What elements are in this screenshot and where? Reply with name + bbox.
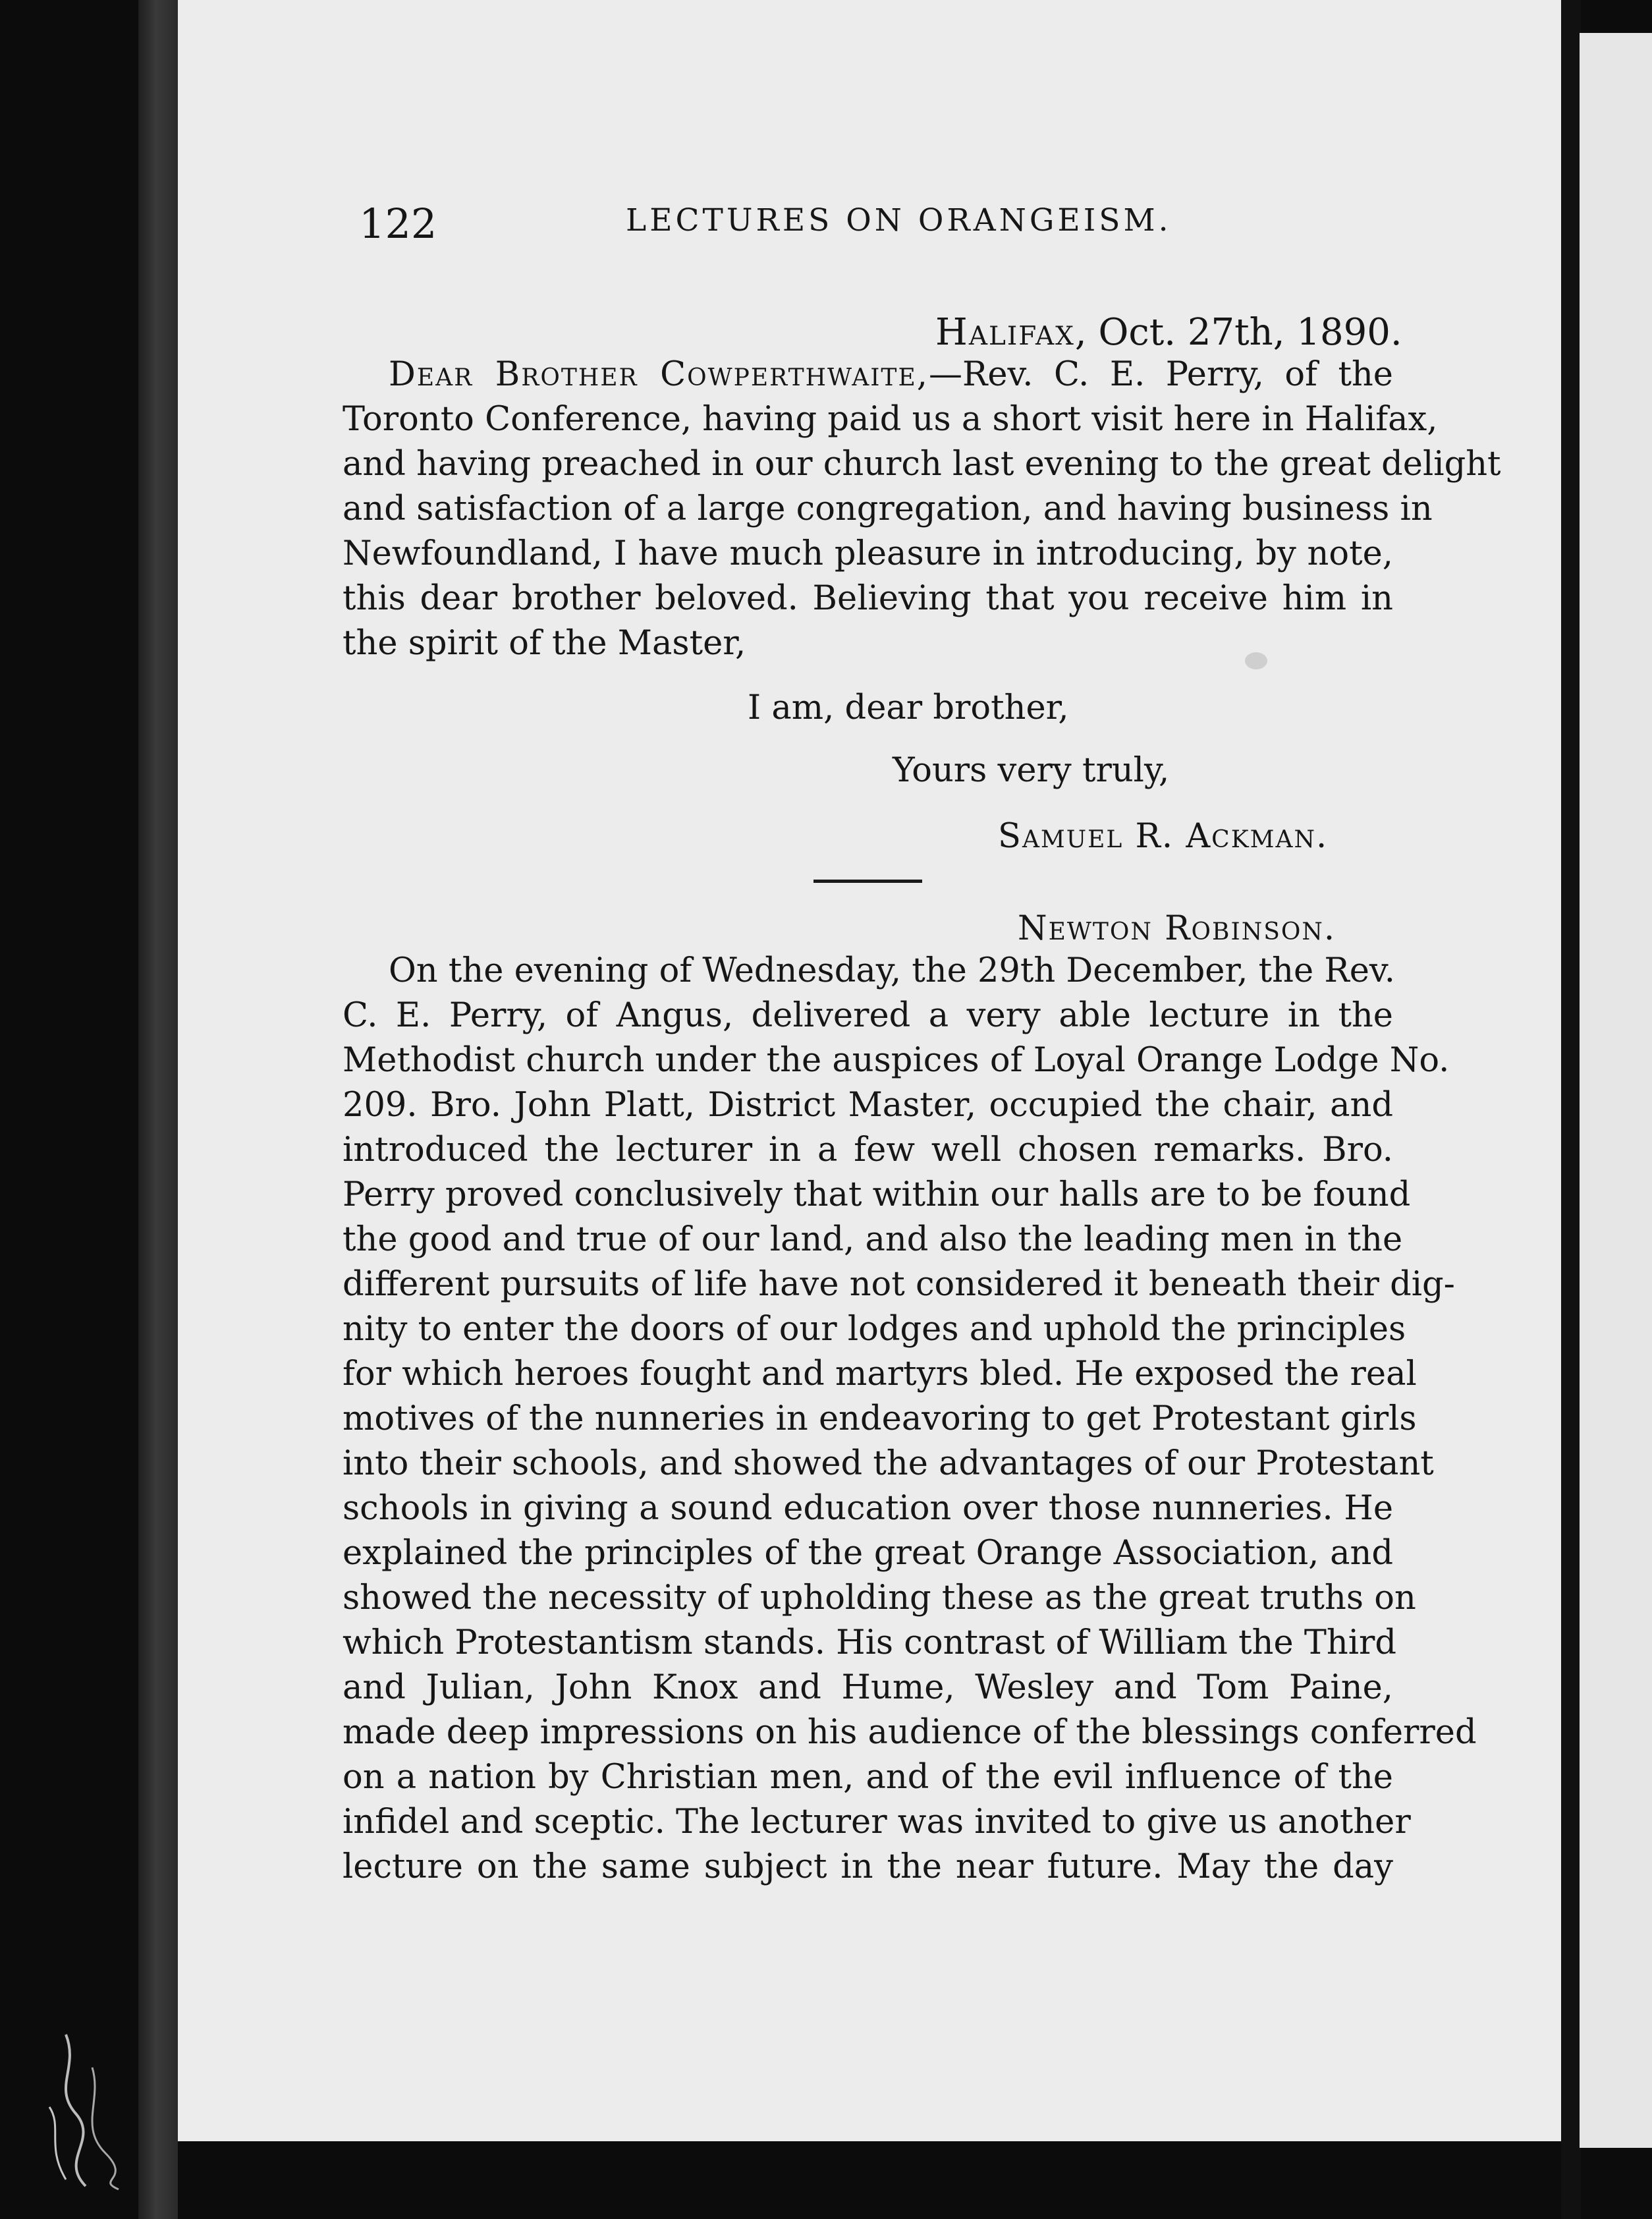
letter-line-text: —Rev. C. E. Perry, of the xyxy=(928,355,1393,394)
report-line: On the evening of Wednesday, the 29th December, the Rev. xyxy=(389,951,1395,990)
letter-signature: Samuel R. Ackman. xyxy=(998,817,1329,856)
letter-line xyxy=(389,352,1393,397)
report-line: C. E. Perry, of Angus, delivered a very able lecture in the xyxy=(343,996,1393,1035)
letter-line: the spirit of the Master, xyxy=(343,624,746,663)
book-gutter xyxy=(138,0,178,2219)
report-line: Perry proved conclusively that within our halls are to be found xyxy=(343,1175,1411,1214)
report-heading: Newton Robinson. xyxy=(1018,909,1336,948)
letter-line: this dear brother beloved. Believing that you receive him in xyxy=(343,579,1393,618)
letter-line: and having preached in our church last evening to the great delight xyxy=(343,445,1501,484)
report-line: nity to enter the doors of our lodges and uphold the principles xyxy=(343,1310,1406,1349)
report-line: infidel and sceptic. The lecturer was invited to give us another xyxy=(343,1803,1411,1841)
report-line: motives of the nunneries in endeavoring to get Protestant girls xyxy=(343,1399,1417,1438)
running-title: LECTURES ON ORANGEISM. xyxy=(626,202,1172,239)
report-line: into their schools, and showed the advantages of our Protestant xyxy=(343,1444,1434,1483)
report-line: for which heroes fought and martyrs bled. He exposed the real xyxy=(343,1355,1417,1393)
report-line: introduced the lecturer in a few well chosen remarks. Bro. xyxy=(343,1131,1393,1169)
letter-date: , Oct. 27th, 1890. xyxy=(1074,311,1402,354)
report-line: different pursuits of life have not considered it beneath their dig- xyxy=(343,1265,1455,1304)
section-divider xyxy=(813,880,922,883)
page-shadow xyxy=(1561,0,1581,2219)
report-line: made deep impressions on his audience of the blessings conferred xyxy=(343,1713,1477,1752)
letter-closing: I am, dear brother, xyxy=(748,688,1069,727)
report-line: and Julian, John Knox and Hume, Wesley and Tom Paine, xyxy=(343,1668,1393,1707)
report-line: on a nation by Christian men, and of the evil influence of the xyxy=(343,1758,1393,1797)
letter-valediction: Yours very truly, xyxy=(893,751,1170,790)
report-line: lecture on the same subject in the near future. May the day xyxy=(343,1847,1393,1886)
report-line: schools in giving a sound education over those nunneries. He xyxy=(343,1489,1393,1528)
letter-dateline xyxy=(935,310,1402,356)
frayed-edge xyxy=(40,2028,138,2193)
letter-line: and satisfaction of a large congregation, and having business in xyxy=(343,490,1433,528)
page-number: 122 xyxy=(359,200,437,248)
report-line: explained the principles of the great Orange Association, and xyxy=(343,1534,1393,1573)
letter-salutation: Dear Brother Cowperthwaite, xyxy=(389,355,929,394)
report-line: showed the necessity of upholding these as the great truths on xyxy=(343,1579,1416,1617)
letter-place: Halifax xyxy=(935,311,1075,354)
report-line: Methodist church under the auspices of Loyal Orange Lodge No. xyxy=(343,1041,1450,1080)
report-line: the good and true of our land, and also the leading men in the xyxy=(343,1220,1403,1259)
report-line: 209. Bro. John Platt, District Master, occupied the chair, and xyxy=(343,1086,1393,1125)
report-line: which Protestantism stands. His contrast of William the Third xyxy=(343,1623,1397,1662)
letter-line: Toronto Conference, having paid us a short visit here in Halifax, xyxy=(343,400,1438,439)
letter-line: Newfoundland, I have much pleasure in introducing, by note, xyxy=(343,534,1393,573)
next-page-edge xyxy=(1580,33,1652,2148)
